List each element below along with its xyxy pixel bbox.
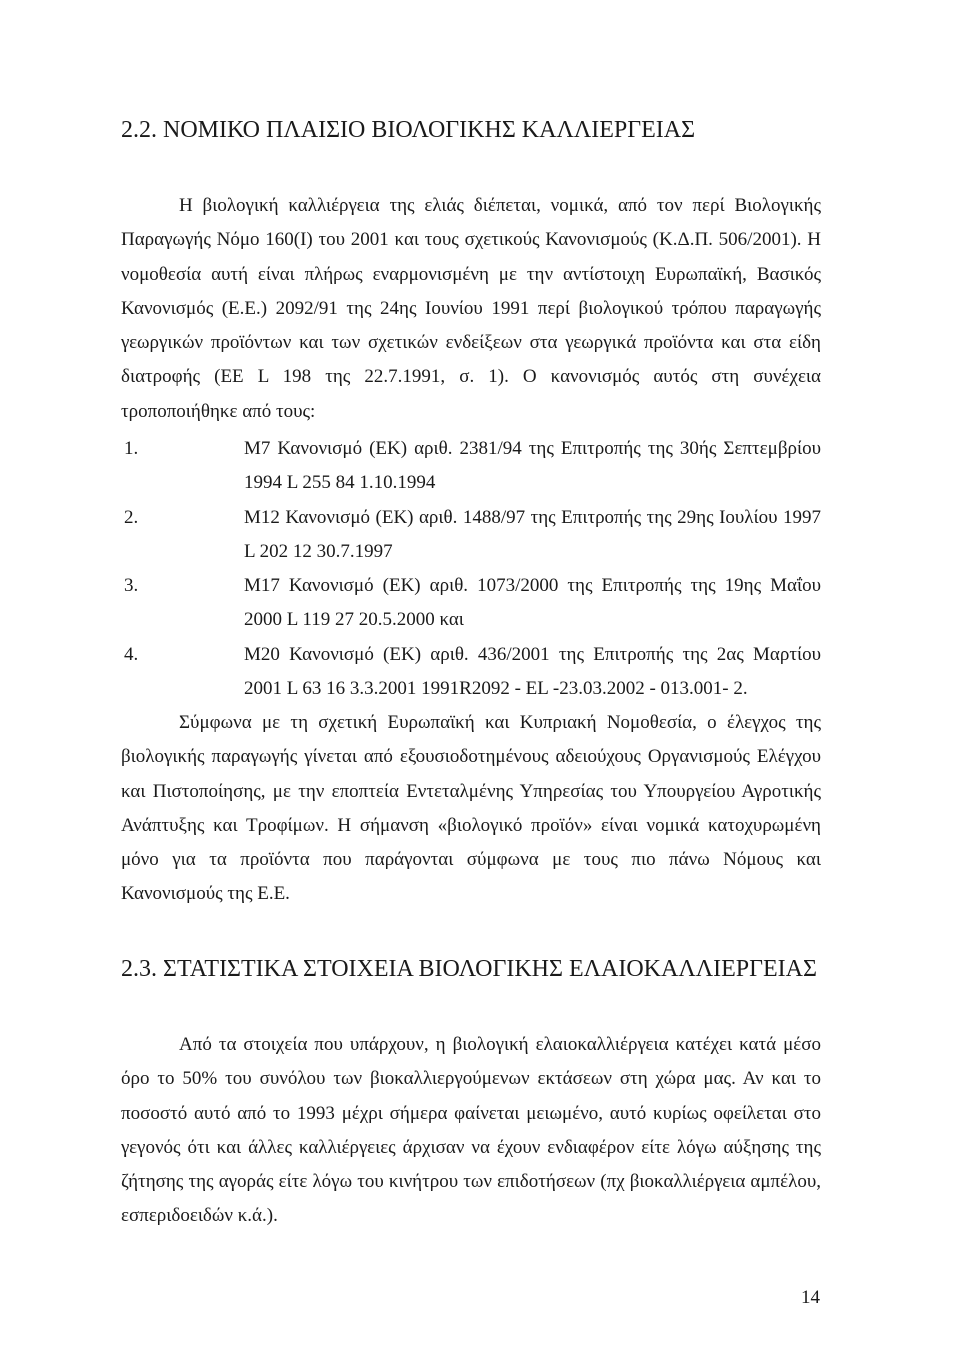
section-heading-2-3: 2.3. ΣΤΑΤΙΣΤΙΚΑ ΣΤΟΙΧΕΙΑ ΒΙΟΛΟΓΙΚΗΣ ΕΛΑΙΟΚΑΛΛΙΕΡΓΕΙΑΣ	[121, 956, 817, 982]
legal-framework-intro-paragraph: Η βιολογική καλλιέργεια της ελιάς διέπεται, νομικά, από τον περί Βιολογικής Παραγωγής Νόμο 160(Ι) του 2001 και τους σχετικούς Κανονισμούς (Κ.Δ.Π. 506/2001). Η νομοθεσία αυτή είναι πλήρως εναρμονισμένη με την αντίστοιχη Ευρωπαϊκή, Βασικός Κανονισμός (Ε.Ε.) 2092/91 της 24ης Ιουνίου 1991 περί βιολογικού τρόπου παραγωγής γεωργικών προϊόντων και των σχετικών ενδείξεων στα γεωργικά προϊόντα και στα είδη διατροφής (ΕΕ L 198 της 22.7.1991, σ. 1). Ο κανονισμός αυτός στη συνέχεια τροποποιήθηκε από τους:	[121, 195, 821, 422]
amendments-list	[121, 432, 821, 706]
list-item	[121, 638, 821, 707]
page-number: 14	[801, 1287, 820, 1308]
list-item-text: M17 Κανονισμό (ΕΚ) αριθ. 1073/2000 της Επιτροπής της 19ης Μαΐου 2000 L 119 27 20.5.2000 και	[244, 575, 821, 631]
list-item	[121, 501, 821, 570]
legal-framework-closing-paragraph: Σύμφωνα με τη σχετική Ευρωπαϊκή και Κυπριακή Νομοθεσία, ο έλεγχος της βιολογικής παραγωγής γίνεται από εξουσιοδοτημένους αδειούχους Οργανισμούς Ελέγχου και Πιστοποίησης, με την εποπτεία Εντεταλμένης Υπηρεσίας του Υπουργείου Αγροτικής Ανάπτυξης και Τροφίμων. Η σήμανση «βιολογικό προϊόν» είναι νομικά κατοχυρωμένη μόνο για τα προϊόντα που παράγονται σύμφωνα με τους πιο πάνω Νόμους και Κανονισμούς της Ε.Ε.	[121, 712, 821, 905]
list-item	[121, 569, 821, 638]
list-item-number: 2.	[124, 506, 139, 528]
statistics-paragraph: Από τα στοιχεία που υπάρχουν, η βιολογική ελαιοκαλλιέργεια κατέχει κατά μέσο όρο το 50% του συνόλου των βιοκαλλιεργούμενων εκτάσεων στη χώρα μας. Αν και το ποσοστό αυτό από το 1993 μέχρι σήμερα φαίνεται μειωμένο, αυτό κυρίως οφείλεται στο γεγονός ότι και άλλες καλλιέργειες άρχισαν να έχουν ενδιαφέρον είτε λόγω αύξησης της ζήτησης της αγοράς είτε λόγω του κινήτρου των επιδοτήσεων (πχ βιοκαλλιέργεια αμπέλου, εσπεριδοειδών κ.ά.).	[121, 1034, 821, 1227]
section-heading-2-2: 2.2. ΝΟΜΙΚΟ ΠΛΑΙΣΙΟ ΒΙΟΛΟΓΙΚΗΣ ΚΑΛΛΙΕΡΓΕΙΑΣ	[121, 117, 696, 143]
list-item-number: 3.	[124, 575, 139, 597]
list-item-number: 4.	[124, 643, 139, 665]
list-item	[121, 432, 821, 501]
list-item-text: M7 Κανονισμό (ΕΚ) αριθ. 2381/94 της Επιτροπής της 30ής Σεπτεμβρίου 1994 L 255 84 1.10.1994	[244, 438, 821, 494]
list-item-text: M20 Κανονισμό (ΕΚ) αριθ. 436/2001 της Επιτροπής της 2ας Μαρτίου 2001 L 63 16 3.3.2001 1991R2092 - EL -23.03.2002 - 013.001- 2.	[244, 643, 821, 700]
list-item-number: 1.	[124, 438, 139, 459]
list-item-text: M12 Κανονισμό (ΕΚ) αριθ. 1488/97 της Επιτροπής της 29ης Ιουλίου 1997 L 202 12 30.7.1997	[244, 506, 821, 562]
